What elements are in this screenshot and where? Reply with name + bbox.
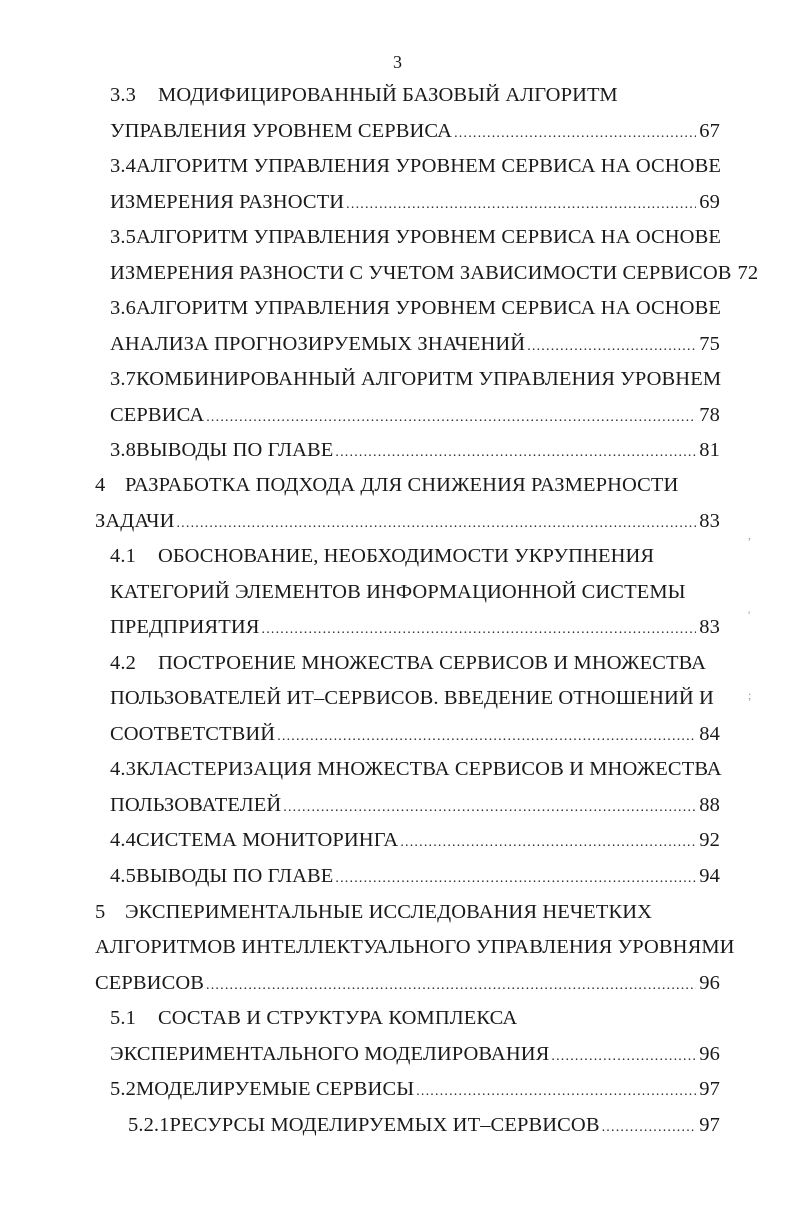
- toc-title: КЛАСТЕРИЗАЦИЯ МНОЖЕСТВА СЕРВИСОВ И МНОЖЕСТВА: [135, 758, 722, 780]
- toc-number: 4.4: [110, 829, 136, 851]
- toc-title: АНАЛИЗА ПРОГНОЗИРУЕМЫХ ЗНАЧЕНИЙ: [110, 333, 526, 355]
- toc-number: 3.5: [110, 226, 136, 248]
- toc-entry-5-1: [110, 1037, 720, 1071]
- toc-number: 3.4: [110, 155, 136, 177]
- toc-entry-3-8: [110, 433, 720, 467]
- toc-title: СИСТЕМА МОНИТОРИНГА: [135, 829, 399, 851]
- toc-number: 3.3: [110, 84, 136, 106]
- dot-leader: [283, 788, 696, 825]
- toc-page: 96: [699, 972, 720, 994]
- toc-number: 3.7: [110, 368, 136, 390]
- dot-leader: [176, 504, 696, 541]
- dot-leader: [400, 823, 696, 860]
- toc-page: 88: [699, 794, 720, 816]
- toc-title: ВЫВОДЫ ПО ГЛАВЕ: [135, 439, 334, 461]
- toc-title: ВЫВОДЫ ПО ГЛАВЕ: [135, 865, 334, 887]
- toc-heading-3-5: [110, 220, 720, 254]
- toc-title: ИЗМЕРЕНИЯ РАЗНОСТИ: [110, 191, 345, 213]
- toc-page: 97: [699, 1078, 720, 1100]
- toc-number: 4: [95, 474, 106, 496]
- toc-number: 3.8: [110, 439, 136, 461]
- dot-leader: [346, 185, 696, 222]
- toc-entry-3-5: [110, 256, 759, 290]
- toc-page: 94: [699, 865, 720, 887]
- toc-title: АЛГОРИТМ УПРАВЛЕНИЯ УРОВНЕМ СЕРВИСА НА ОСНОВЕ: [135, 226, 721, 248]
- toc-title: ПРЕДПРИЯТИЯ: [110, 616, 260, 638]
- toc-page: 97: [699, 1114, 720, 1136]
- toc-number: 5.1: [110, 1007, 136, 1029]
- toc-page: 83: [699, 510, 720, 532]
- toc-title: ЗАДАЧИ: [95, 510, 175, 532]
- toc-entry-5-2-1: [128, 1108, 720, 1142]
- dot-leader: [416, 1072, 696, 1109]
- toc-heading-3-6: [110, 291, 720, 325]
- toc-page: 78: [699, 404, 720, 426]
- toc-title: РЕСУРСЫ МОДЕЛИРУЕМЫХ ИТ–СЕРВИСОВ: [169, 1114, 600, 1136]
- toc-number: 4.5: [110, 865, 136, 887]
- toc-title: ЭКСПЕРИМЕНТАЛЬНОГО МОДЕЛИРОВАНИЯ: [110, 1043, 550, 1065]
- toc-number: 4.1: [110, 545, 136, 567]
- toc-page: 81: [699, 439, 720, 461]
- toc-entry-4-3: [110, 788, 720, 822]
- toc-page: 67: [699, 120, 720, 142]
- page-number: 3: [393, 52, 402, 72]
- toc-number: 4.3: [110, 758, 136, 780]
- scan-speck: ;: [748, 688, 752, 702]
- toc-title: СООТВЕТСТВИЙ: [110, 723, 276, 745]
- toc-entry-4-4: [110, 823, 720, 857]
- toc-entry-4: [95, 504, 720, 538]
- toc-title: МОДЕЛИРУЕМЫЕ СЕРВИСЫ: [135, 1078, 415, 1100]
- dot-leader: [527, 327, 696, 364]
- toc-title: ПОЛЬЗОВАТЕЛЕЙ ИТ–СЕРВИСОВ. ВВЕДЕНИЕ ОТНОШЕНИЙ И: [110, 687, 714, 709]
- toc-title: КОМБИНИРОВАННЫЙ АЛГОРИТМ УПРАВЛЕНИЯ УРОВНЕМ: [135, 368, 722, 390]
- scan-speck: ': [748, 608, 751, 622]
- dot-leader: [206, 966, 696, 1003]
- toc-heading-3-7: [110, 362, 720, 396]
- toc-number: 5: [95, 901, 106, 923]
- toc-title: ЭКСПЕРИМЕНТАЛЬНЫЕ ИССЛЕДОВАНИЯ НЕЧЕТКИХ: [125, 901, 653, 923]
- toc-page: 72: [737, 262, 759, 284]
- toc-title: СОСТАВ И СТРУКТУРА КОМПЛЕКСА: [158, 1007, 518, 1029]
- toc-title: СЕРВИСА: [110, 404, 205, 426]
- toc-title: ИЗМЕРЕНИЯ РАЗНОСТИ С УЧЕТОМ ЗАВИСИМОСТИ СЕРВИСОВ: [110, 262, 732, 284]
- toc-number: 4.2: [110, 652, 136, 674]
- toc-entry-4-2: [110, 717, 720, 751]
- toc-heading-4-2-cont: [110, 681, 720, 715]
- toc-title: СЕРВИСОВ: [95, 972, 205, 994]
- toc-heading-4-2: [110, 646, 720, 680]
- toc-heading-4-3: [110, 752, 720, 786]
- toc-heading-4-1: [110, 539, 720, 573]
- toc-heading-5-cont: [95, 930, 735, 964]
- toc-title: ОБОСНОВАНИЕ, НЕОБХОДИМОСТИ УКРУПНЕНИЯ: [158, 545, 655, 567]
- toc-number: 5.2: [110, 1078, 136, 1100]
- toc-title: МОДИФИЦИРОВАННЫЙ БАЗОВЫЙ АЛГОРИТМ: [158, 84, 618, 106]
- scan-speck: ,: [748, 528, 751, 542]
- toc-page: 96: [699, 1043, 720, 1065]
- toc-page: 75: [699, 333, 720, 355]
- toc-entry-5: [95, 966, 720, 1000]
- toc-page: 84: [699, 723, 720, 745]
- toc-entry-3-6: [110, 327, 720, 361]
- toc-title: КАТЕГОРИЙ ЭЛЕМЕНТОВ ИНФОРМАЦИОННОЙ СИСТЕМЫ: [110, 581, 686, 603]
- toc-heading-3-4: [110, 149, 720, 183]
- toc-title: РАЗРАБОТКА ПОДХОДА ДЛЯ СНИЖЕНИЯ РАЗМЕРНОСТИ: [125, 474, 679, 496]
- dot-leader: [277, 717, 696, 754]
- toc-entry-3-7: [110, 398, 720, 432]
- toc-title: АЛГОРИТМОВ ИНТЕЛЛЕКТУАЛЬНОГО УПРАВЛЕНИЯ УРОВНЯМИ: [95, 936, 735, 958]
- toc-page: 69: [699, 191, 720, 213]
- dot-leader: [262, 610, 697, 647]
- toc-heading-5-1: [110, 1001, 720, 1035]
- toc-page: 92: [699, 829, 720, 851]
- toc-heading-3-3: [110, 78, 720, 112]
- toc-page: 83: [699, 616, 720, 638]
- toc-entry-4-5: [110, 859, 720, 893]
- toc-entry-4-1: [110, 610, 720, 644]
- dot-leader: [206, 398, 696, 435]
- toc-heading-4: [95, 468, 720, 502]
- dot-leader: [551, 1037, 696, 1074]
- dot-leader: [335, 433, 696, 470]
- toc-entry-3-3: [110, 114, 720, 148]
- toc-number: 3.6: [110, 297, 136, 319]
- toc-title: АЛГОРИТМ УПРАВЛЕНИЯ УРОВНЕМ СЕРВИСА НА ОСНОВЕ: [135, 297, 721, 319]
- toc-entry-3-4: [110, 185, 720, 219]
- toc-title: ПОСТРОЕНИЕ МНОЖЕСТВА СЕРВИСОВ И МНОЖЕСТВА: [158, 652, 706, 674]
- toc-entry-5-2: [110, 1072, 720, 1106]
- dot-leader: [602, 1108, 697, 1145]
- dot-leader: [335, 859, 696, 896]
- toc-title: ПОЛЬЗОВАТЕЛЕЙ: [110, 794, 282, 816]
- toc-title: УПРАВЛЕНИЯ УРОВНЕМ СЕРВИСА: [110, 120, 453, 142]
- toc-heading-5: [95, 895, 720, 929]
- toc-title: АЛГОРИТМ УПРАВЛЕНИЯ УРОВНЕМ СЕРВИСА НА ОСНОВЕ: [135, 155, 721, 177]
- toc-heading-4-1-cont: [110, 575, 720, 609]
- toc-number: 5.2.1: [128, 1114, 170, 1136]
- dot-leader: [454, 114, 696, 151]
